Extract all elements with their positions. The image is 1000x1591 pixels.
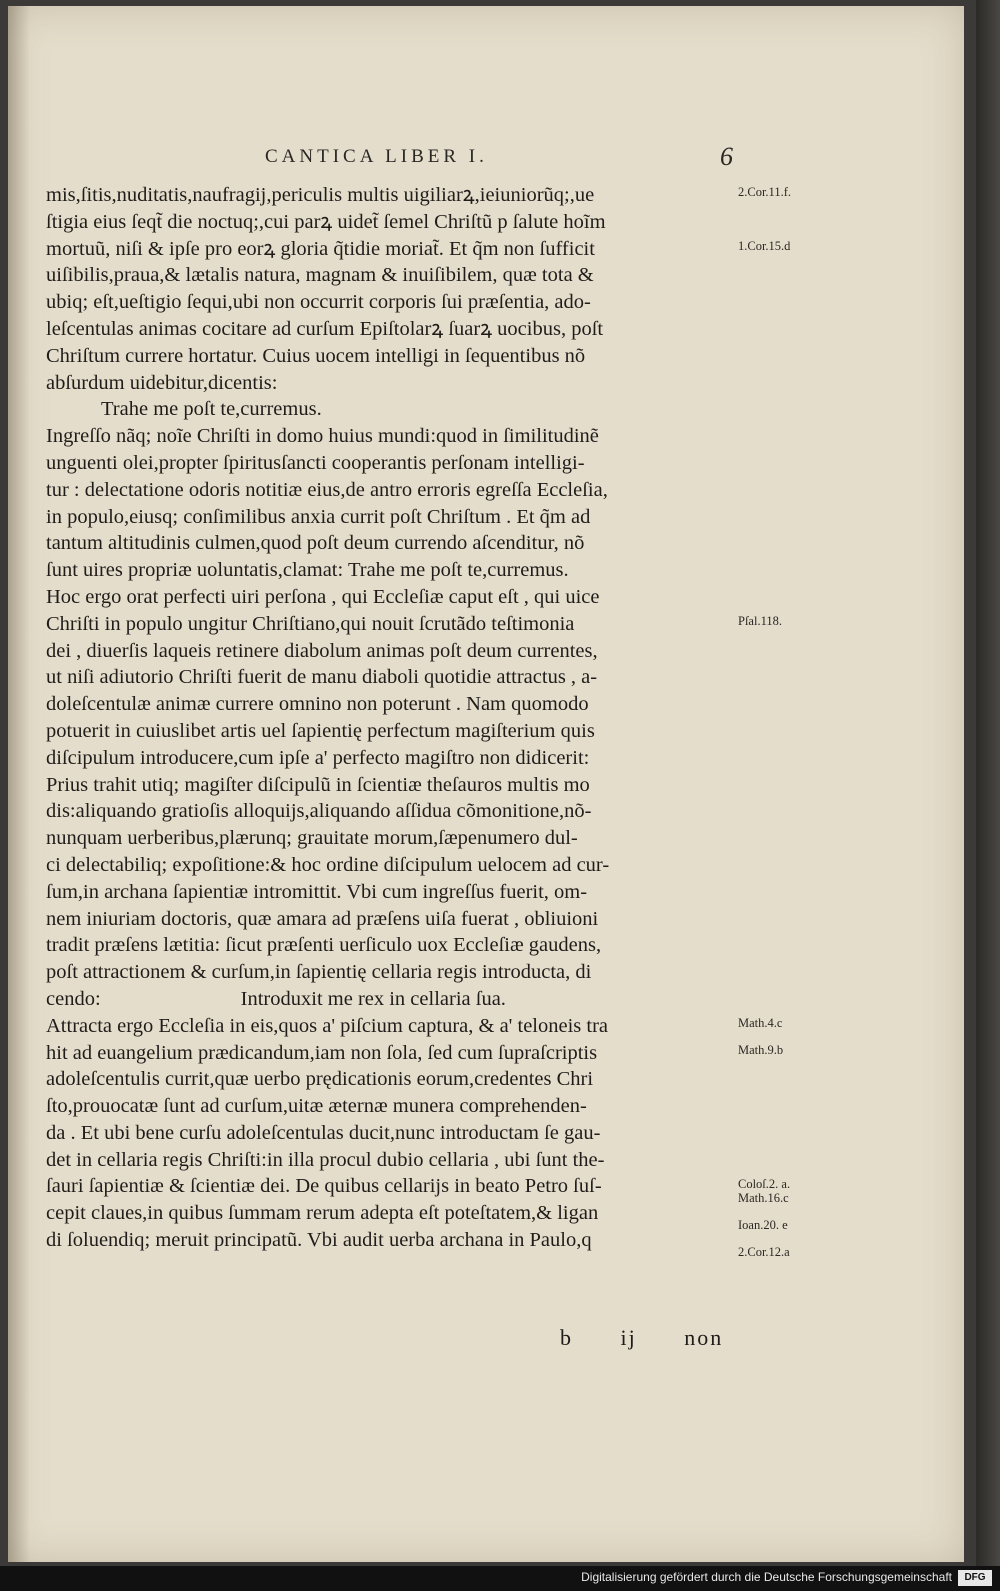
text-line-content: dis:aliquando gratioſis alloquijs,aliquando aſſidua cõmonitione,nõ- bbox=[46, 800, 592, 823]
text-line bbox=[46, 1120, 736, 1147]
text-line bbox=[46, 664, 736, 691]
text-line-content: ſto,prouocatæ ſunt ad curſum,uitæ æternæ munera comprehenden- bbox=[46, 1095, 587, 1118]
text-line bbox=[46, 772, 736, 799]
text-line-content: Trahe me poſt te,curremus. bbox=[101, 398, 322, 421]
text-line bbox=[46, 932, 736, 959]
text-line bbox=[46, 396, 736, 423]
text-line-content: dei , diuerſis laqueis retinere diabolum animas poſt deum currentes, bbox=[46, 639, 598, 662]
text-line bbox=[46, 1093, 736, 1120]
footer-bar bbox=[0, 1566, 1000, 1591]
text-line bbox=[46, 1200, 736, 1227]
text-line bbox=[46, 316, 736, 343]
text-line-content: adoleſcentulis currit,quæ uerbo prędicationis eorum,credentes Chri bbox=[46, 1068, 594, 1091]
text-line bbox=[46, 852, 736, 879]
text-line-content: Chriſtum currere hortatur. Cuius uocem intelligi in ſequentibus nõ bbox=[46, 344, 586, 367]
text-line-content: poſt attractionem & curſum,in ſapientię cellaria regis introducta, di bbox=[46, 961, 592, 984]
text-line bbox=[46, 530, 736, 557]
text-line-content: Ingreſſo nãq; noĩe Chriſti in domo huius mundi:quod in ſimilitudinẽ bbox=[46, 425, 599, 448]
margin-reference: Math.4.c bbox=[738, 1015, 783, 1030]
text-line-content: ſtigia eius ſeqt̃ die noctuq;,cui parꝝ uidet̃ ſemel Chriſtũ p ſalute hoĩm bbox=[46, 210, 606, 233]
text-line-content: Hoc ergo orat perfecti uiri perſona , qui Eccleſiæ caput eſt , qui uice bbox=[46, 585, 600, 608]
text-line-content: det in cellaria regis Chriſti:in illa procul dubio cellaria , ubi ſunt the- bbox=[46, 1148, 605, 1171]
funding-credit: Digitalisierung gefördert durch die Deutsche Forschungsgemeinschaft bbox=[581, 1570, 952, 1584]
catchwords bbox=[560, 1325, 763, 1351]
margin-reference: Math.9.b bbox=[738, 1042, 784, 1057]
text-line bbox=[46, 262, 736, 289]
text-line bbox=[46, 1040, 736, 1067]
text-line bbox=[46, 423, 736, 450]
text-line-content: abſurdum uidebitur,dicentis: bbox=[46, 371, 278, 394]
text-line bbox=[46, 986, 736, 1013]
text-line-content: mis,ſitis,nuditatis,naufragij,periculis multis uigiliarꝝ,ieiuniorũq;,ue bbox=[46, 184, 595, 206]
margin-reference: Coloſ.2. a. bbox=[738, 1176, 791, 1191]
text-line-content: potuerit in cuiuslibet artis uel ſapientię perfectum magiſterium quis bbox=[46, 719, 595, 742]
margin-reference: Ioan.20. e bbox=[738, 1218, 788, 1233]
text-line-content: da . Et ubi bene curſu adoleſcentulas ducit,nunc introductam ſe gau- bbox=[46, 1121, 601, 1144]
text-line bbox=[46, 718, 736, 745]
scripture-quote: Introduxit me rex in cellaria ſua. bbox=[240, 987, 506, 1010]
signature-mark: b bbox=[560, 1325, 573, 1350]
text-line-content: ſauri ſapientiæ & ſcientiæ dei. De quibus cellarijs in beato Petro ſuſ- bbox=[46, 1175, 602, 1198]
catchword: non bbox=[684, 1325, 724, 1350]
text-line bbox=[46, 638, 736, 665]
text-line bbox=[46, 1227, 736, 1254]
text-line-content: nunquam uerberibus,plærunq; grauitate morum,ſæpenumero dul- bbox=[46, 827, 578, 850]
text-line bbox=[46, 1066, 736, 1093]
text-line-content: ubiq; eſt,ueſtigio ſequi,ubi non occurrit corporis ſui præſentia, ado- bbox=[46, 291, 591, 314]
text-line-content: tradit præſens lætitia: ſicut præſenti uerſiculo uox Eccleſiæ gaudens, bbox=[46, 934, 602, 957]
text-line-content: cepit claues,in quibus ſummam rerum adepta eſt poteſtatem,& ligan bbox=[46, 1202, 599, 1225]
text-line-content: in populo,eiusq; conſimilibus anxia currit poſt Chriſtum . Et q̃m ad bbox=[46, 505, 591, 528]
text-line-content: diſcipulum introducere,cum ipſe a' perfecto magiſtro non didicerit: bbox=[46, 746, 590, 769]
text-line bbox=[46, 691, 736, 718]
margin-reference: 1.Cor.15.d bbox=[738, 238, 791, 253]
text-body bbox=[46, 182, 736, 1254]
text-line-content: unguenti olei,propter ſpiritusſancti cooperantis perſonam intelligi- bbox=[46, 451, 585, 474]
text-line-content: ci delectabiliq; expoſitione:& hoc ordine diſcipulum uelocem ad cur- bbox=[46, 853, 610, 876]
folio-number: 6 bbox=[720, 142, 733, 171]
text-line-content: Prius trahit utiq; magiſter diſcipulũ in ſcientiæ theſauros multis mo bbox=[46, 773, 590, 796]
text-line bbox=[46, 879, 736, 906]
text-line bbox=[46, 825, 736, 852]
text-line bbox=[46, 611, 736, 638]
text-line bbox=[46, 209, 736, 236]
text-line-content: di ſoluendiq; meruit principatũ. Vbi audit uerba archana in Paulo,q bbox=[46, 1229, 592, 1252]
signature-number: ij bbox=[620, 1325, 637, 1350]
text-line bbox=[46, 450, 736, 477]
text-line-content: ſum,in archana ſapientiæ intromittit. Vbi cum ingreſſus fuerit, om- bbox=[46, 880, 588, 903]
running-head: CANTICA LIBER I. bbox=[265, 146, 488, 167]
text-line bbox=[46, 343, 736, 370]
text-line-content: mortuũ, niſi & ipſe pro eorꝝ gloria q̃tidie moriat̃. Et q̃m non ſufficit bbox=[46, 237, 595, 260]
text-line-content: cendo: bbox=[46, 987, 101, 1010]
text-line-content: ſunt uires propriæ uoluntatis,clamat: Trahe me poſt te,curremus. bbox=[46, 559, 569, 582]
text-line-content: uiſibilis,praua,& lætalis natura, magnam & inuiſibilem, quæ tota & bbox=[46, 264, 594, 287]
text-line bbox=[46, 745, 736, 772]
dfg-logo: DFG bbox=[958, 1570, 992, 1586]
margin-reference: Math.16.c bbox=[738, 1191, 789, 1206]
text-line-content: Chriſti in populo ungitur Chriſtiano,qui nouit ſcrutãdo teſtimonia bbox=[46, 612, 575, 635]
text-line bbox=[46, 1147, 736, 1174]
text-line-content: Attracta ergo Eccleſia in eis,quos a' piſcium captura, & a' teloneis tra bbox=[46, 1014, 609, 1037]
margin-reference: 2.Cor.11.f. bbox=[738, 185, 792, 199]
gutter-shadow bbox=[8, 6, 30, 1562]
text-line bbox=[46, 289, 736, 316]
text-line bbox=[46, 1013, 736, 1040]
text-line bbox=[46, 370, 736, 397]
text-line-content: doleſcentulæ animæ currere omnino non poterunt . Nam quomodo bbox=[46, 693, 589, 716]
margin-reference: Pſal.118. bbox=[738, 613, 782, 628]
text-line bbox=[46, 236, 736, 263]
text-line bbox=[46, 906, 736, 933]
text-line-content: ut niſi adiutorio Chriſti fuerit de manu diaboli quotidie attractus , a- bbox=[46, 666, 598, 689]
text-line bbox=[46, 182, 736, 209]
text-line bbox=[46, 504, 736, 531]
text-line bbox=[46, 584, 736, 611]
text-line bbox=[46, 557, 736, 584]
text-line bbox=[46, 477, 736, 504]
text-line bbox=[46, 1173, 736, 1200]
text-line bbox=[46, 798, 736, 825]
text-line-content: leſcentulas animas cocitare ad curſum Epiſtolarꝝ ſuarꝝ uocibus, poſt bbox=[46, 317, 604, 340]
margin-reference: 2.Cor.12.a bbox=[738, 1245, 790, 1259]
text-line bbox=[46, 959, 736, 986]
text-line-content: tantum altitudinis culmen,quod poſt deum currendo aſcenditur, nõ bbox=[46, 532, 585, 555]
page-edge bbox=[976, 0, 1000, 1591]
text-line-content: tur : delectatione odoris notitiæ eius,de antro erroris egreſſa Eccleſia, bbox=[46, 478, 608, 501]
text-line-content: hit ad euangelium prædicandum,iam non ſola, ſed cum ſupraſcriptis bbox=[46, 1041, 598, 1064]
text-line-content: nem iniuriam doctoris, quæ amara ad præſens uiſa fuerat , obliuioni bbox=[46, 907, 599, 930]
